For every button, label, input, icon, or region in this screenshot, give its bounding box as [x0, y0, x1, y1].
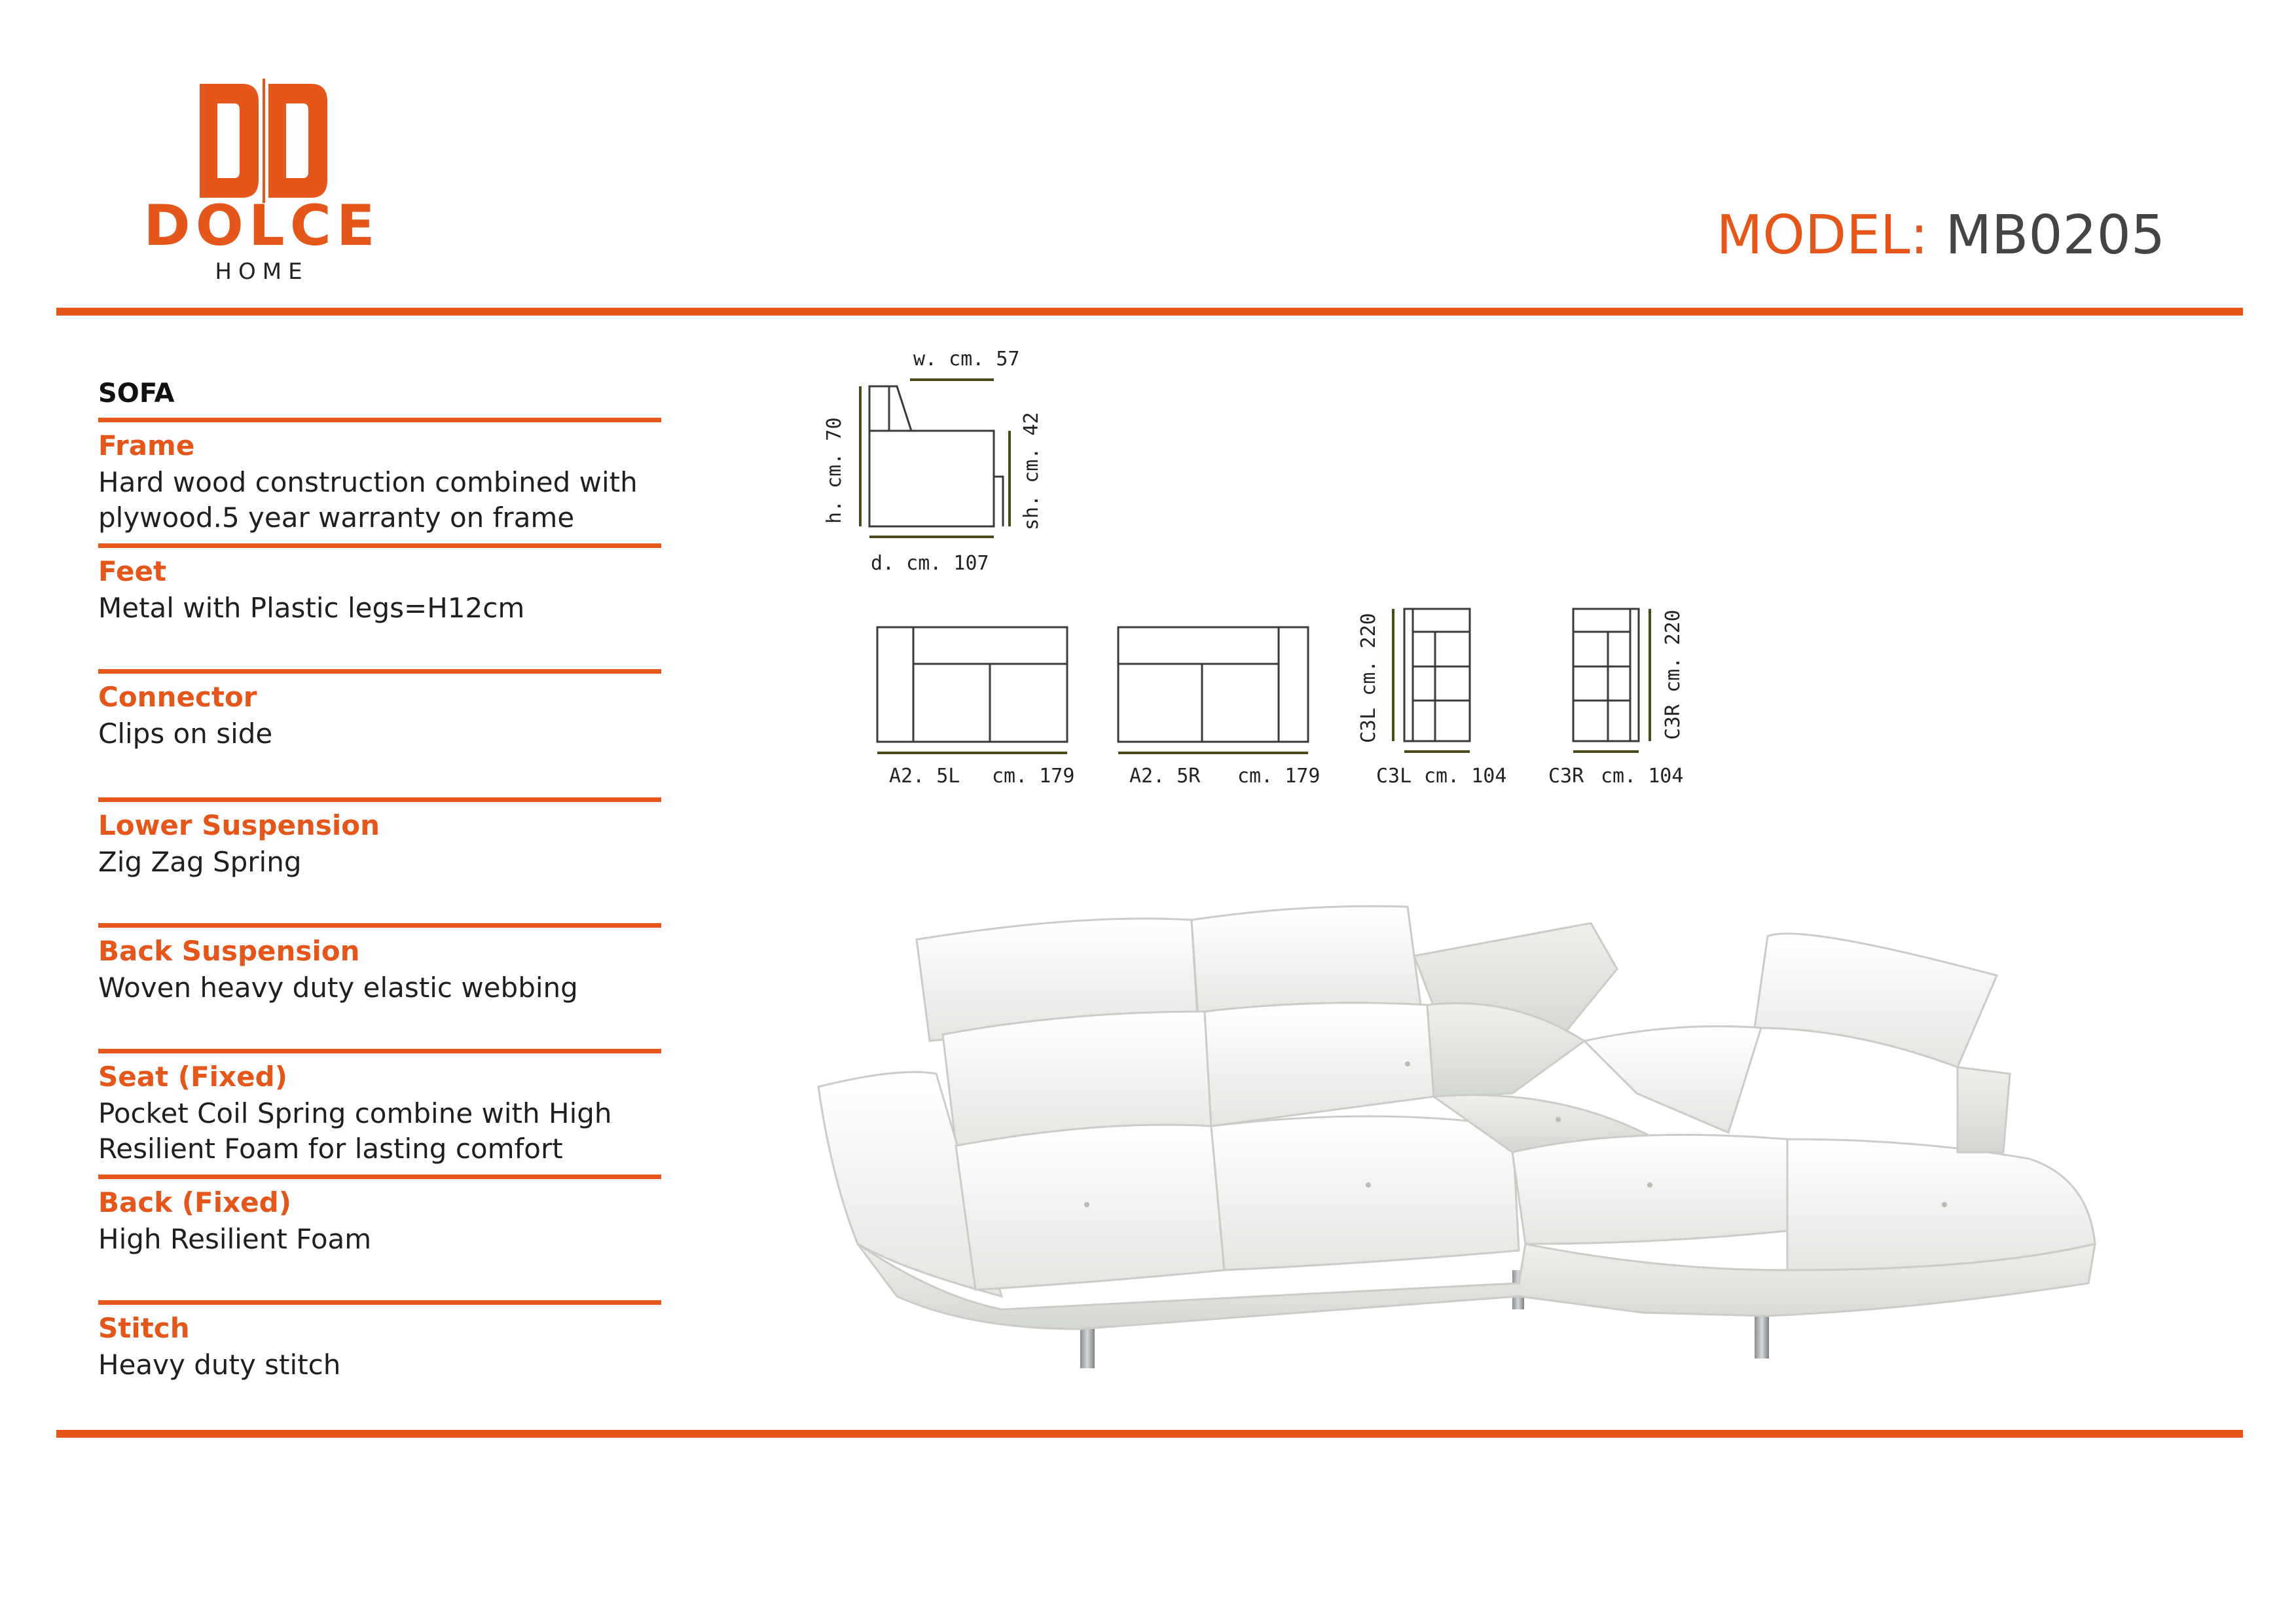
- spec-title: Seat (Fixed): [98, 1061, 287, 1093]
- side-profile-diagram: [860, 380, 1010, 537]
- spec-description: Metal with Plastic legs=H12cm: [98, 592, 525, 624]
- c3l-size: cm. 104: [1424, 765, 1507, 788]
- c3r-side: C3R cm. 220: [1662, 610, 1685, 740]
- spec-divider: [98, 1049, 661, 1053]
- spec-description: Pocket Coil Spring combine with High Resilient Foam for lasting comfort: [98, 1097, 612, 1165]
- module-c3l-diagram: [1393, 609, 1470, 752]
- dim-width: w. cm. 57: [913, 348, 1020, 371]
- spec-title: Stitch: [98, 1312, 190, 1344]
- dim-seat-height: sh. cm. 42: [1020, 412, 1043, 530]
- spec-title: Back (Fixed): [98, 1186, 291, 1218]
- bottom-divider: [56, 1430, 2243, 1438]
- model-label: MODEL:: [1716, 204, 1929, 266]
- spec-description: Hard wood construction combined with plywood.5 year warranty on frame: [98, 466, 638, 534]
- top-divider: [56, 308, 2243, 316]
- model-heading: [1717, 204, 2165, 266]
- spec-divider: [98, 923, 661, 928]
- a25r-size: cm. 179: [1237, 765, 1321, 788]
- model-code: MB0205: [1945, 204, 2165, 266]
- spec-description: Clips on side: [98, 718, 273, 750]
- spec-title: Back Suspension: [98, 935, 360, 967]
- spec-title: Lower Suspension: [98, 809, 380, 841]
- spec-description: High Resilient Foam: [98, 1223, 372, 1255]
- a25l-size: cm. 179: [992, 765, 1075, 788]
- dimension-diagrams: [812, 334, 1728, 831]
- spec-divider: [98, 543, 661, 548]
- dim-height: h. cm. 70: [823, 417, 846, 524]
- c3l-code: C3L: [1376, 765, 1412, 788]
- dim-depth: d. cm. 107: [871, 552, 989, 575]
- spec-divider: [98, 1175, 661, 1179]
- module-c3r-diagram: [1573, 609, 1650, 752]
- spec-divider: [98, 418, 661, 422]
- module-a25l-diagram: [877, 627, 1067, 753]
- logo-sub-text: HOME: [215, 259, 309, 285]
- a25l-code: A2. 5L: [889, 765, 960, 788]
- spec-description: Woven heavy duty elastic webbing: [98, 972, 578, 1004]
- product-type: SOFA: [98, 378, 175, 409]
- spec-divider: [98, 669, 661, 674]
- module-a25r-diagram: [1118, 627, 1308, 753]
- sofa-product-image: [805, 877, 2147, 1388]
- logo-brand-text: DOLCE: [143, 193, 380, 259]
- spec-description: Heavy duty stitch: [98, 1349, 341, 1381]
- spec-title: Connector: [98, 681, 257, 713]
- spec-description: Zig Zag Spring: [98, 846, 302, 878]
- a25r-code: A2. 5R: [1129, 765, 1201, 788]
- c3r-size: cm. 104: [1601, 765, 1684, 788]
- spec-divider: [98, 797, 661, 802]
- c3l-side: C3L cm. 220: [1357, 613, 1380, 743]
- spec-divider: [98, 1300, 661, 1305]
- c3r-code: C3R: [1548, 765, 1584, 788]
- spec-title: Frame: [98, 429, 195, 462]
- spec-title: Feet: [98, 555, 167, 587]
